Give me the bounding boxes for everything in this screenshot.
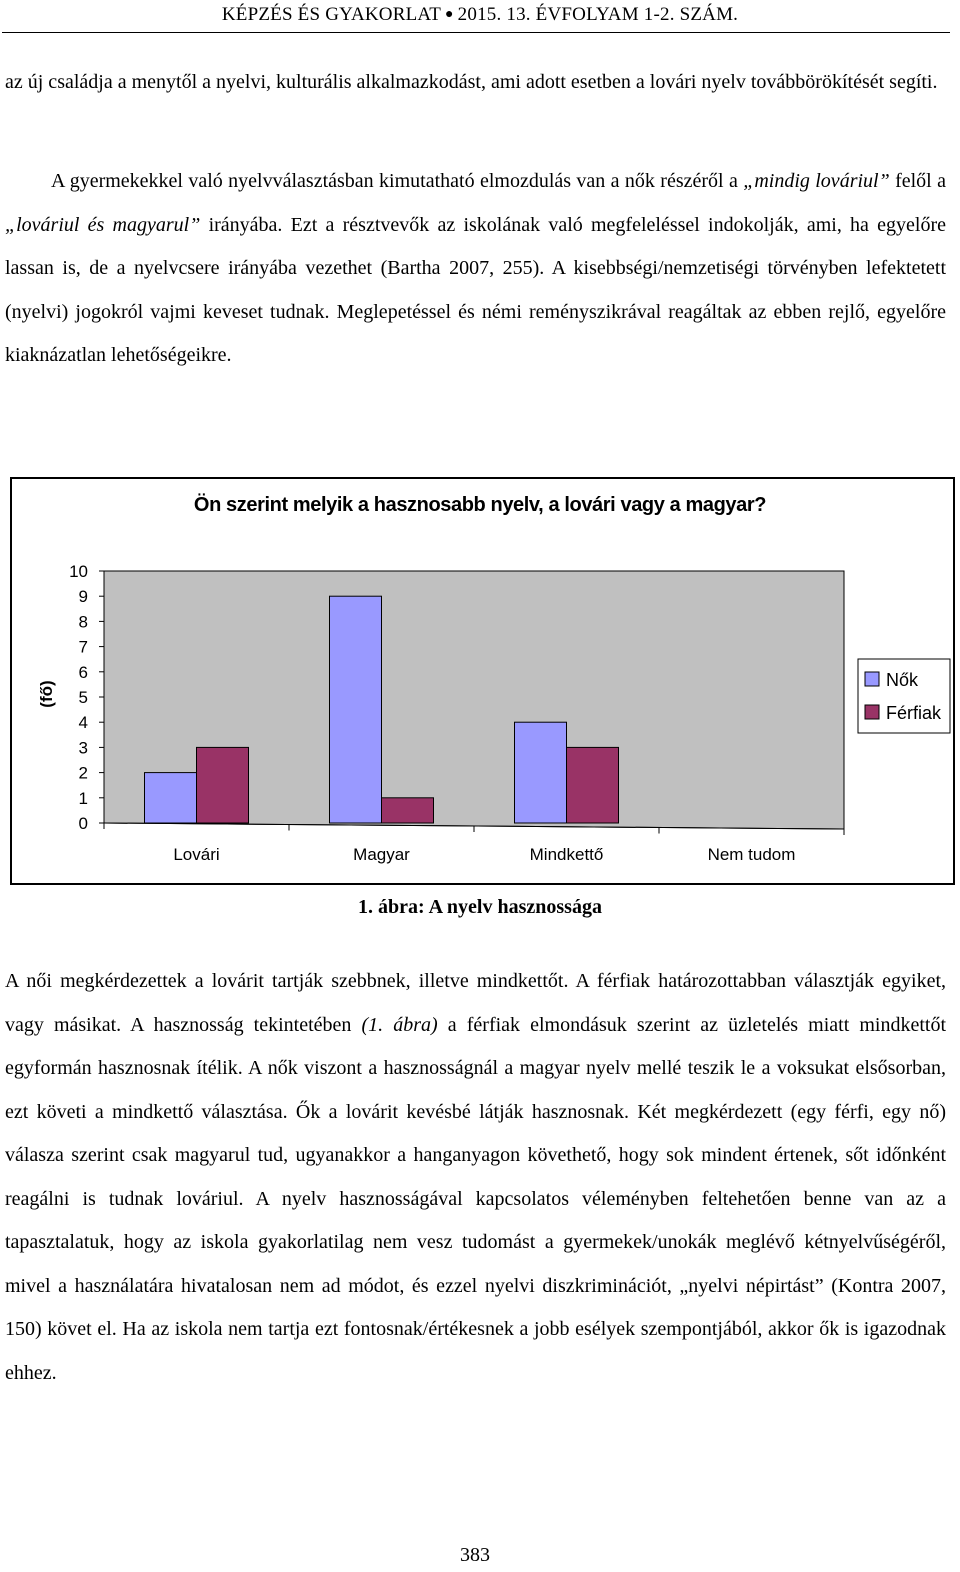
paragraph-2-text-1: A gyermekekkel való nyelvválasztásban kimutatható elmozdulás van a nők részéről a — [51, 170, 744, 192]
bar-férfiak-0 — [197, 747, 249, 823]
paragraph-2-text-2: felől a — [889, 170, 946, 192]
x-category-label: Lovári — [173, 845, 220, 864]
bar-nők-0 — [145, 773, 197, 823]
legend-swatch-nők — [865, 672, 879, 686]
y-tick-label: 6 — [78, 662, 88, 682]
x-category-label: Mindkettő — [529, 845, 604, 864]
y-axis-label: (fő) — [37, 680, 56, 708]
paragraph-2-quote-2: „lováriul és magyarul” — [5, 213, 201, 236]
paragraph-3-figure-ref: (1. ábra) — [361, 1013, 438, 1036]
paragraph-3-text-2: a férfiak elmondásuk szerint az üzletelés miatt mindkettőt egyformán hasznosnak ítélik. A nők viszont a hasznosságnál a magyar nyelv mellé teszik le a voksukat elsősorban, ezt követi a mindkettő választása. Ők a lovárit kevésbé látják hasznosnak. Két megkérdezett (egy férfi, egy nő) válasza szerint csak magyarul tud, ugyanakkor a hanganyagon követhető, hogy sok mindent értenek, sőt időnként reagálni is tudnak lováriul. A nyelv hasznosságával kapcsolatos véleményben feltehetően benne van az a tapasztalatuk, hogy az iskola gyakorlatilag nem vesz tudomást a gyermekek/unokák meglévő kétnyelvűségéről, mivel a használatára hivatalosan nem ad módot, és ezzel nyelvi diszkriminációt, „nyelvi népirtást” (Kontra 2007, 150) követ el. Ha az iskola nem tartja ezt fontosnak/értékesnek a jobb esélyek szempontjából, akkor ők is igazodnak ehhez. — [5, 1013, 947, 1384]
y-tick-label: 0 — [78, 814, 88, 833]
bar-férfiak-1 — [382, 798, 434, 823]
bar-nők-1 — [330, 596, 382, 823]
y-tick-label: 5 — [78, 688, 88, 707]
chart-title: Ön szerint melyik a hasznosabb nyelv, a lovári vagy a magyar? — [193, 494, 767, 516]
x-category-label: Magyar — [353, 845, 410, 864]
legend-swatch-férfiak — [865, 705, 879, 719]
y-tick-label: 1 — [78, 788, 88, 808]
journal-name: KÉPZÉS ÉS GYAKORLAT — [221, 4, 442, 25]
paragraph-1: az új családja a menytől a nyelvi, kulturális alkalmazkodást, ami adott esetben a lovári nyelv továbbörökítését segíti. — [5, 71, 938, 93]
y-tick-label: 8 — [78, 612, 88, 632]
paragraph-3-text-1: A női megkérdezettek a lovárit tartják szebbnek, illetve mindkettőt. A férfiak határozottabban választják egyiket, vagy másikat. A hasznosság tekintetében — [5, 970, 946, 1036]
y-tick-label: 7 — [78, 637, 88, 657]
bar-nők-2 — [515, 722, 567, 823]
y-tick-label: 4 — [78, 713, 88, 733]
paragraph-2-quote-1: „mindig lováriul” — [743, 170, 890, 192]
bar-férfiak-2 — [567, 747, 619, 823]
paragraph-3 — [5, 960, 946, 1395]
paragraph-2-text-3: irányába. Ezt a résztvevők az iskolának való megfeleléssel indokolják, ami, ha egyelőre lassan is, de a nyelvcsere irányába vezethet (Bartha 2007, 255). A kisebbségi/nemzetiségi törvényben lefektetett (nyelvi) jogokról vajmi keveset tudnak. Meglepetéssel és némi reményszikrával reagáltak az ebben rejlő, egyelőre kiaknázatlan lehetőségeikre. — [5, 213, 946, 366]
y-tick-label: 3 — [78, 738, 88, 758]
issue-info: 2015. 13. ÉVFOLYAM 1-2. SZÁM. — [457, 4, 739, 25]
plot-area — [69, 562, 844, 864]
legend-label-férfiak: Férfiak — [886, 703, 942, 723]
bullet-separator-icon: ● — [445, 7, 454, 22]
y-tick-label: 9 — [78, 587, 88, 607]
legend-label-nők: Nők — [886, 670, 919, 690]
x-category-label: Nem tudom — [707, 845, 796, 864]
page-number: 383 — [460, 1544, 490, 1566]
y-tick-label: 10 — [69, 562, 88, 581]
figure-caption: 1. ábra: A nyelv hasznossága — [358, 896, 602, 918]
y-tick-label: 2 — [78, 763, 88, 783]
chart-legend — [858, 659, 950, 733]
